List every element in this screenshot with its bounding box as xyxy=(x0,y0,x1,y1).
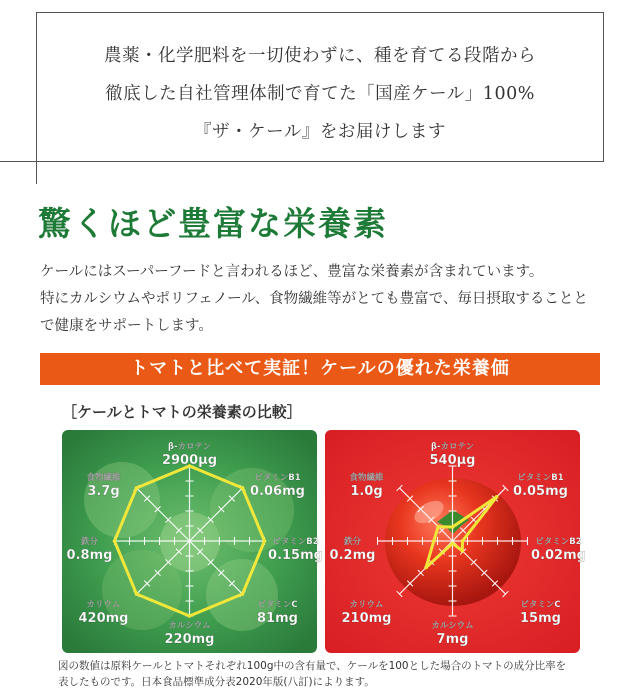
page-headline: 驚くほど豊富な栄養素 xyxy=(38,204,388,243)
kale-value-label: 420mg xyxy=(78,611,129,626)
comparison-title: ［ケールとトマトの栄養素の比較］ xyxy=(62,403,302,421)
kale-data-point xyxy=(241,592,245,596)
kale-axis-label: 食物繊維 xyxy=(86,473,121,483)
kale-data-point xyxy=(241,486,245,490)
tomato-axis-label: 鉄分 xyxy=(343,537,362,547)
frame-bottom-line xyxy=(0,161,604,162)
tomato-data-point xyxy=(451,542,455,546)
tomato-data-point xyxy=(495,495,499,499)
tomato-axis-label: ビタミンB1 xyxy=(517,473,564,483)
tomato-data-point xyxy=(451,525,455,529)
tomato-value-label: 0.05mg xyxy=(513,484,568,499)
kale-axis-label: ビタミンB2 xyxy=(272,537,319,547)
intro-line-1: 農薬・化学肥料を一切使わずに、種を育てる段階から xyxy=(104,46,536,66)
tomato-axis-label: ビタミンB2 xyxy=(535,537,582,547)
kale-radar-panel xyxy=(62,430,323,653)
kale-value-label: 0.06mg xyxy=(250,484,305,499)
intro-line-3: 『ザ・ケール』をお届けします xyxy=(194,122,446,142)
tomato-data-point xyxy=(432,539,436,543)
tomato-value-label: 7mg xyxy=(436,632,469,647)
kale-axis-label: 鉄分 xyxy=(80,537,99,547)
tomato-value-label: 15mg xyxy=(520,611,561,626)
tomato-axis-label: 食物繊維 xyxy=(349,473,384,483)
kale-radar-chart xyxy=(62,430,323,653)
kale-value-label: 3.7g xyxy=(87,484,120,499)
footnote-line-2: 表したものです。日本食品標準成分表2020年版(八訂)によります。 xyxy=(58,676,375,688)
comparison-banner: トマトと比べて実証！ケールの優れた栄養価 xyxy=(40,353,600,385)
kale-data-point xyxy=(113,539,117,543)
kale-value-label: 2900μg xyxy=(161,453,218,468)
frame-top-line xyxy=(36,12,604,13)
tomato-data-point xyxy=(436,525,440,529)
tomato-radar-chart xyxy=(325,430,586,653)
kale-axis-label: ビタミンC xyxy=(257,600,298,610)
kale-axis-label: カルシウム xyxy=(168,621,211,631)
body-line-3: で健康をサポートします。 xyxy=(40,318,213,334)
tomato-data-point xyxy=(461,539,465,543)
kale-axis-label: β-カロテン xyxy=(167,442,212,452)
footnote-line-1: 図の数値は原料ケールとトマトそれぞれ100g中の含有量で、ケールを100とした場合のトマトの成分比率を xyxy=(58,660,567,672)
kale-data-point xyxy=(135,592,139,596)
tomato-axis-label: カリウム xyxy=(349,600,384,610)
tomato-axis-label: カルシウム xyxy=(431,621,474,631)
tomato-axis-label: β-カロテン xyxy=(430,442,475,452)
tomato-value-label: 1.0g xyxy=(350,484,383,499)
kale-axis-label: カリウム xyxy=(86,600,121,610)
kale-value-label: 0.15mg xyxy=(268,548,323,563)
tomato-value-label: 210mg xyxy=(341,611,392,626)
body-line-2: 特にカルシウムやポリフェノール、食物繊維等がとても豊富で、毎日摂取することと xyxy=(40,291,588,307)
kale-data-point xyxy=(135,486,139,490)
tomato-axis-label: ビタミンC xyxy=(520,600,561,610)
tomato-data-point xyxy=(424,566,428,570)
body-line-1: ケールにはスーパーフードと言われるほど、豊富な栄養素が含まれています。 xyxy=(40,264,544,280)
tomato-value-label: 0.2mg xyxy=(329,548,376,563)
kale-value-label: 220mg xyxy=(164,632,215,647)
kale-data-point xyxy=(263,539,267,543)
kale-data-point xyxy=(188,614,192,618)
intro-box xyxy=(36,12,604,162)
kale-axis-label: ビタミンB1 xyxy=(254,473,301,483)
tomato-value-label: 0.02mg xyxy=(531,548,586,563)
tomato-data-point xyxy=(461,549,465,553)
kale-value-label: 81mg xyxy=(257,611,298,626)
tomato-value-label: 540μg xyxy=(429,453,476,468)
intro-line-2: 徹底した自社管理体制で育てた「国産ケール」100% xyxy=(105,84,535,104)
tomato-radar-panel xyxy=(325,430,586,653)
kale-value-label: 0.8mg xyxy=(66,548,113,563)
